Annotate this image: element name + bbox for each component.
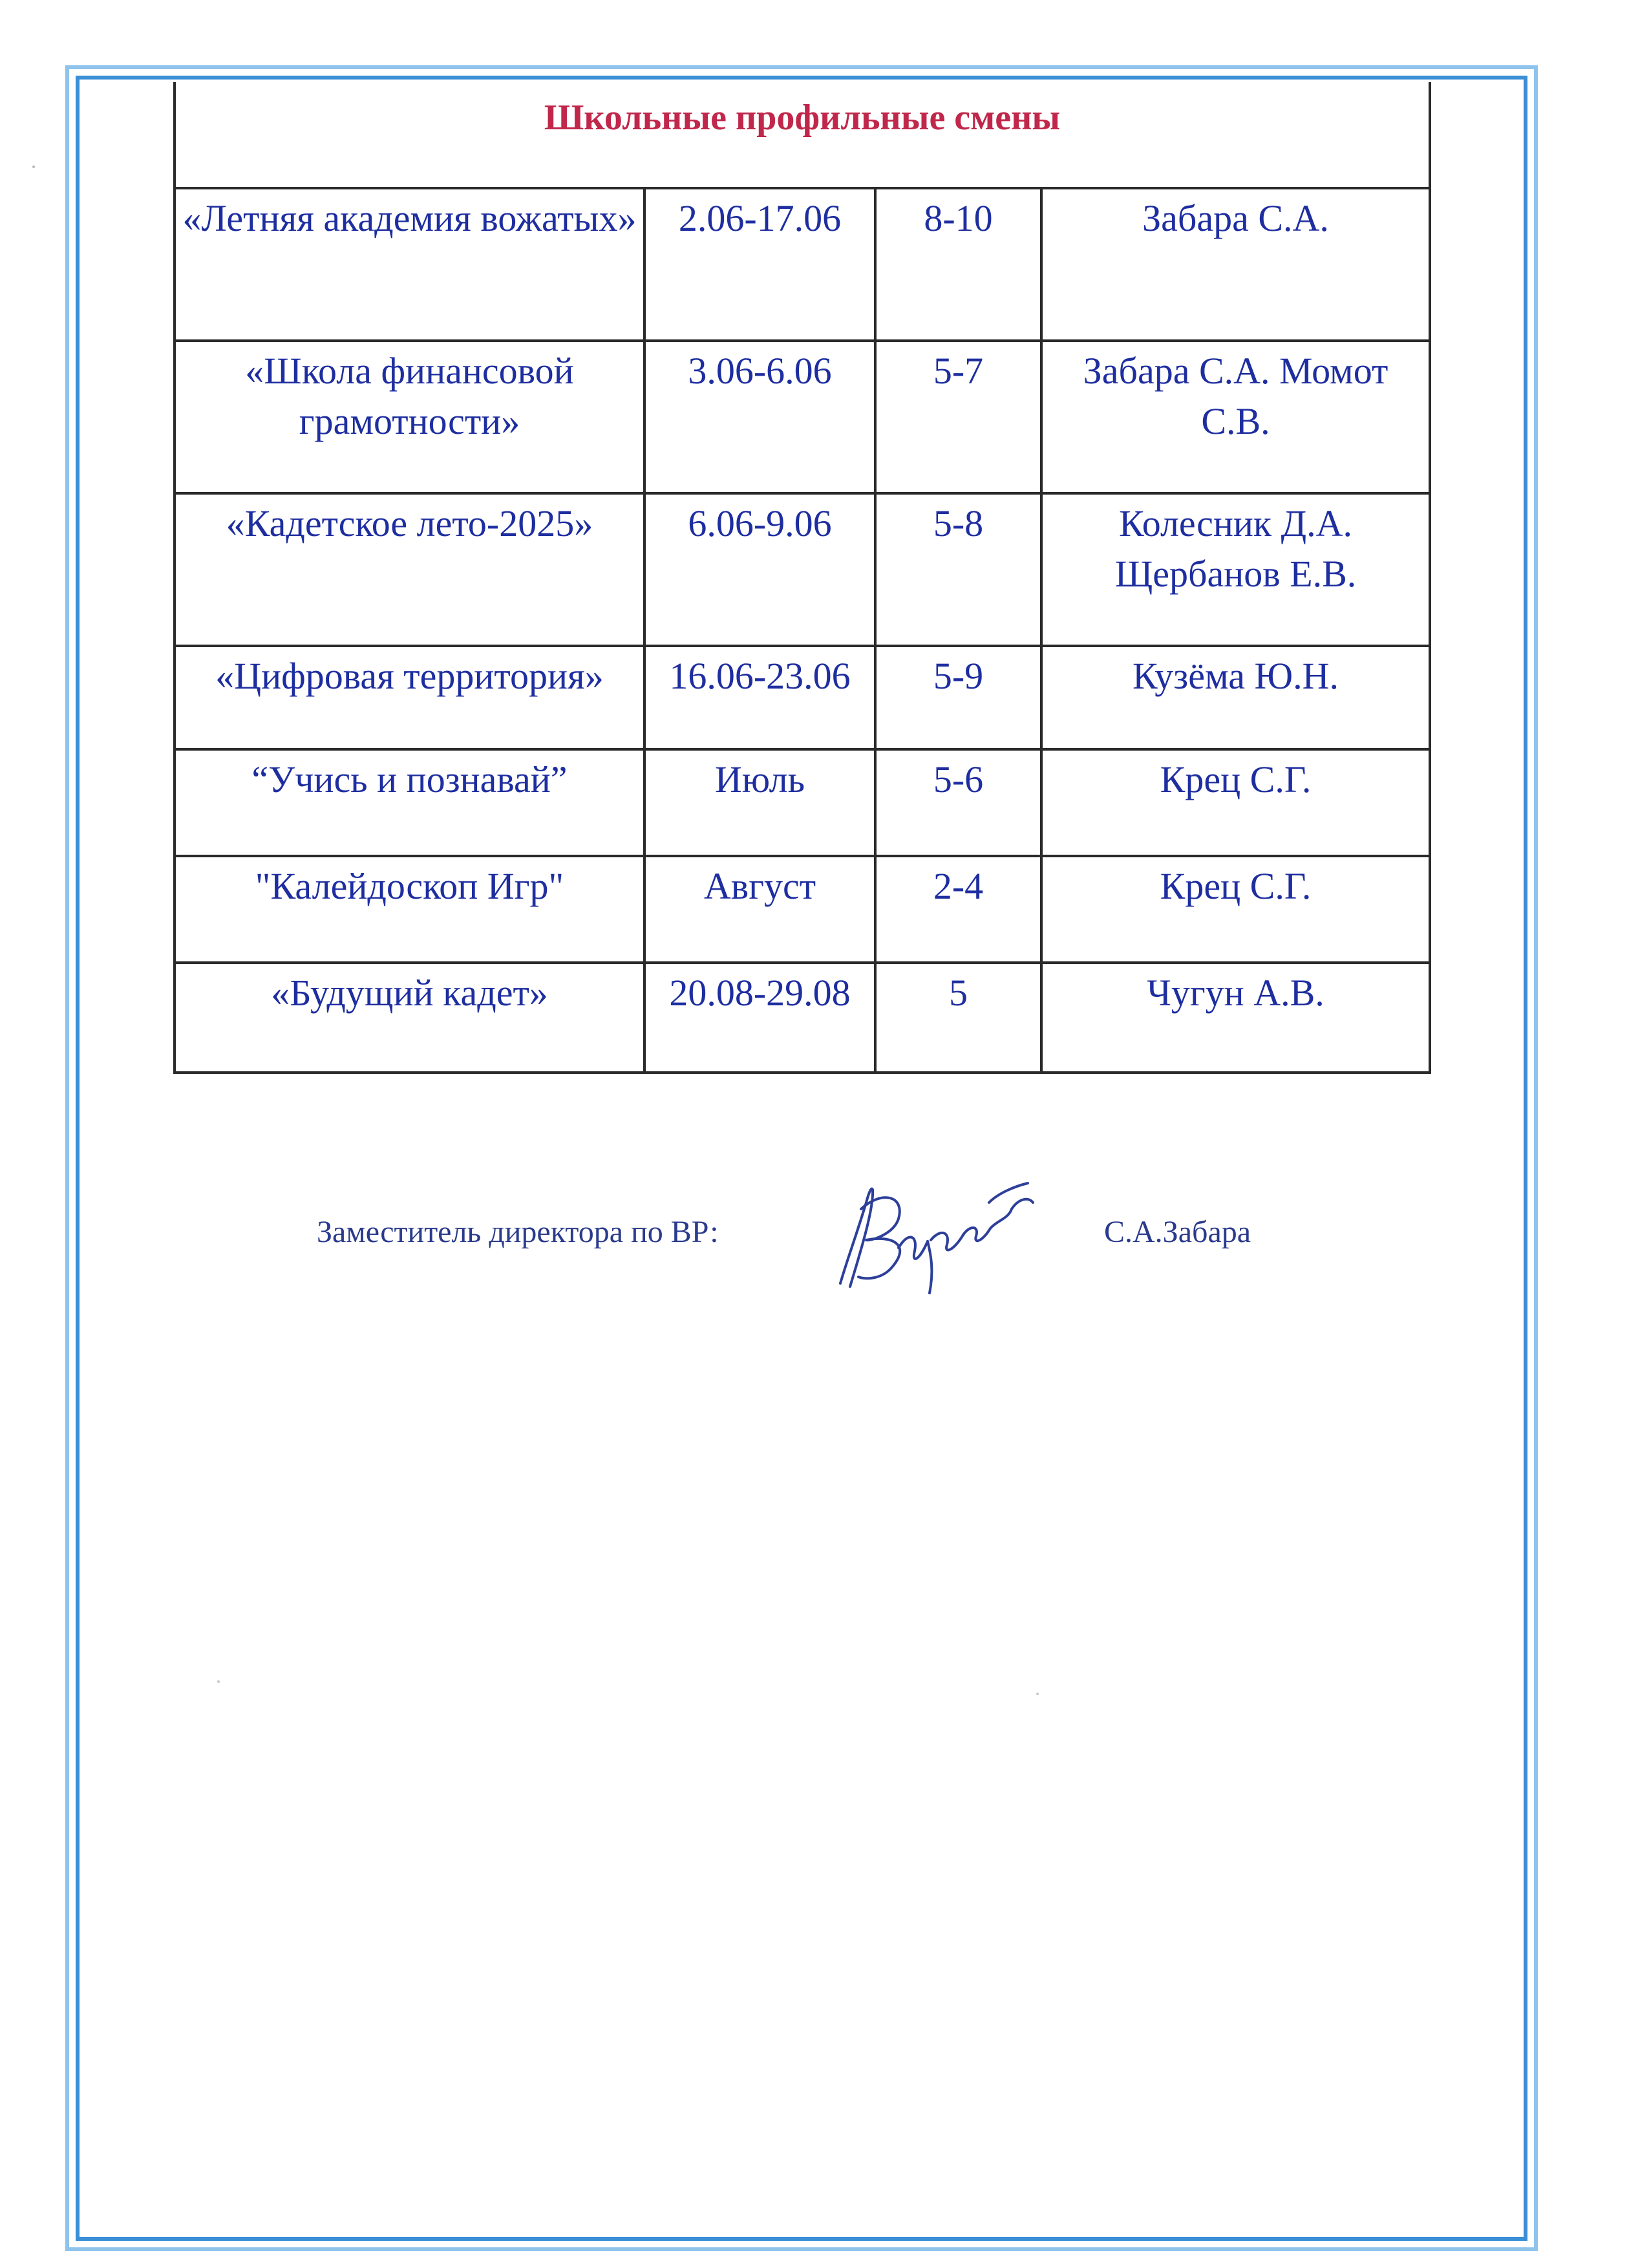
shift-responsible: Забара С.А. Момот С.В. [1041, 341, 1430, 493]
shift-name: "Калейдоскоп Игр" [175, 856, 644, 963]
shift-dates: 20.08-29.08 [644, 963, 875, 1073]
shift-responsible: Забара С.А. [1041, 188, 1430, 341]
shift-dates: 3.06-6.06 [644, 341, 875, 493]
shift-dates: 2.06-17.06 [644, 188, 875, 341]
shift-responsible: Кузёма Ю.Н. [1041, 646, 1430, 749]
signer-name: С.А.Забара [1104, 1215, 1251, 1249]
shift-grades: 5-6 [875, 749, 1041, 856]
shift-responsible: Крец С.Г. [1041, 856, 1430, 963]
table-title: Школьные профильные смены [175, 82, 1430, 188]
shift-name: «Цифровая территория» [175, 646, 644, 749]
shift-responsible: Чугун А.В. [1041, 963, 1430, 1073]
shift-grades: 5 [875, 963, 1041, 1073]
shift-grades: 5-9 [875, 646, 1041, 749]
shift-name: «Летняя академия вожатых» [175, 188, 644, 341]
shift-dates: 16.06-23.06 [644, 646, 875, 749]
shift-grades: 8-10 [875, 188, 1041, 341]
shift-name: «Будущий кадет» [175, 963, 644, 1073]
shift-name: «Кадетское лето-2025» [175, 493, 644, 646]
shift-grades: 2-4 [875, 856, 1041, 963]
signer-position: Заместитель директора по ВР: [317, 1215, 719, 1249]
shift-dates: Июль [644, 749, 875, 856]
shift-responsible: Крец С.Г. [1041, 749, 1430, 856]
shift-dates: Август [644, 856, 875, 963]
shift-responsible: Колесник Д.А. Щербанов Е.В. [1041, 493, 1430, 646]
shift-dates: 6.06-9.06 [644, 493, 875, 646]
shift-grades: 5-8 [875, 493, 1041, 646]
shift-name: «Школа финансовой грамотности» [175, 341, 644, 493]
shift-name: “Учись и познавай” [175, 749, 644, 856]
shift-grades: 5-7 [875, 341, 1041, 493]
